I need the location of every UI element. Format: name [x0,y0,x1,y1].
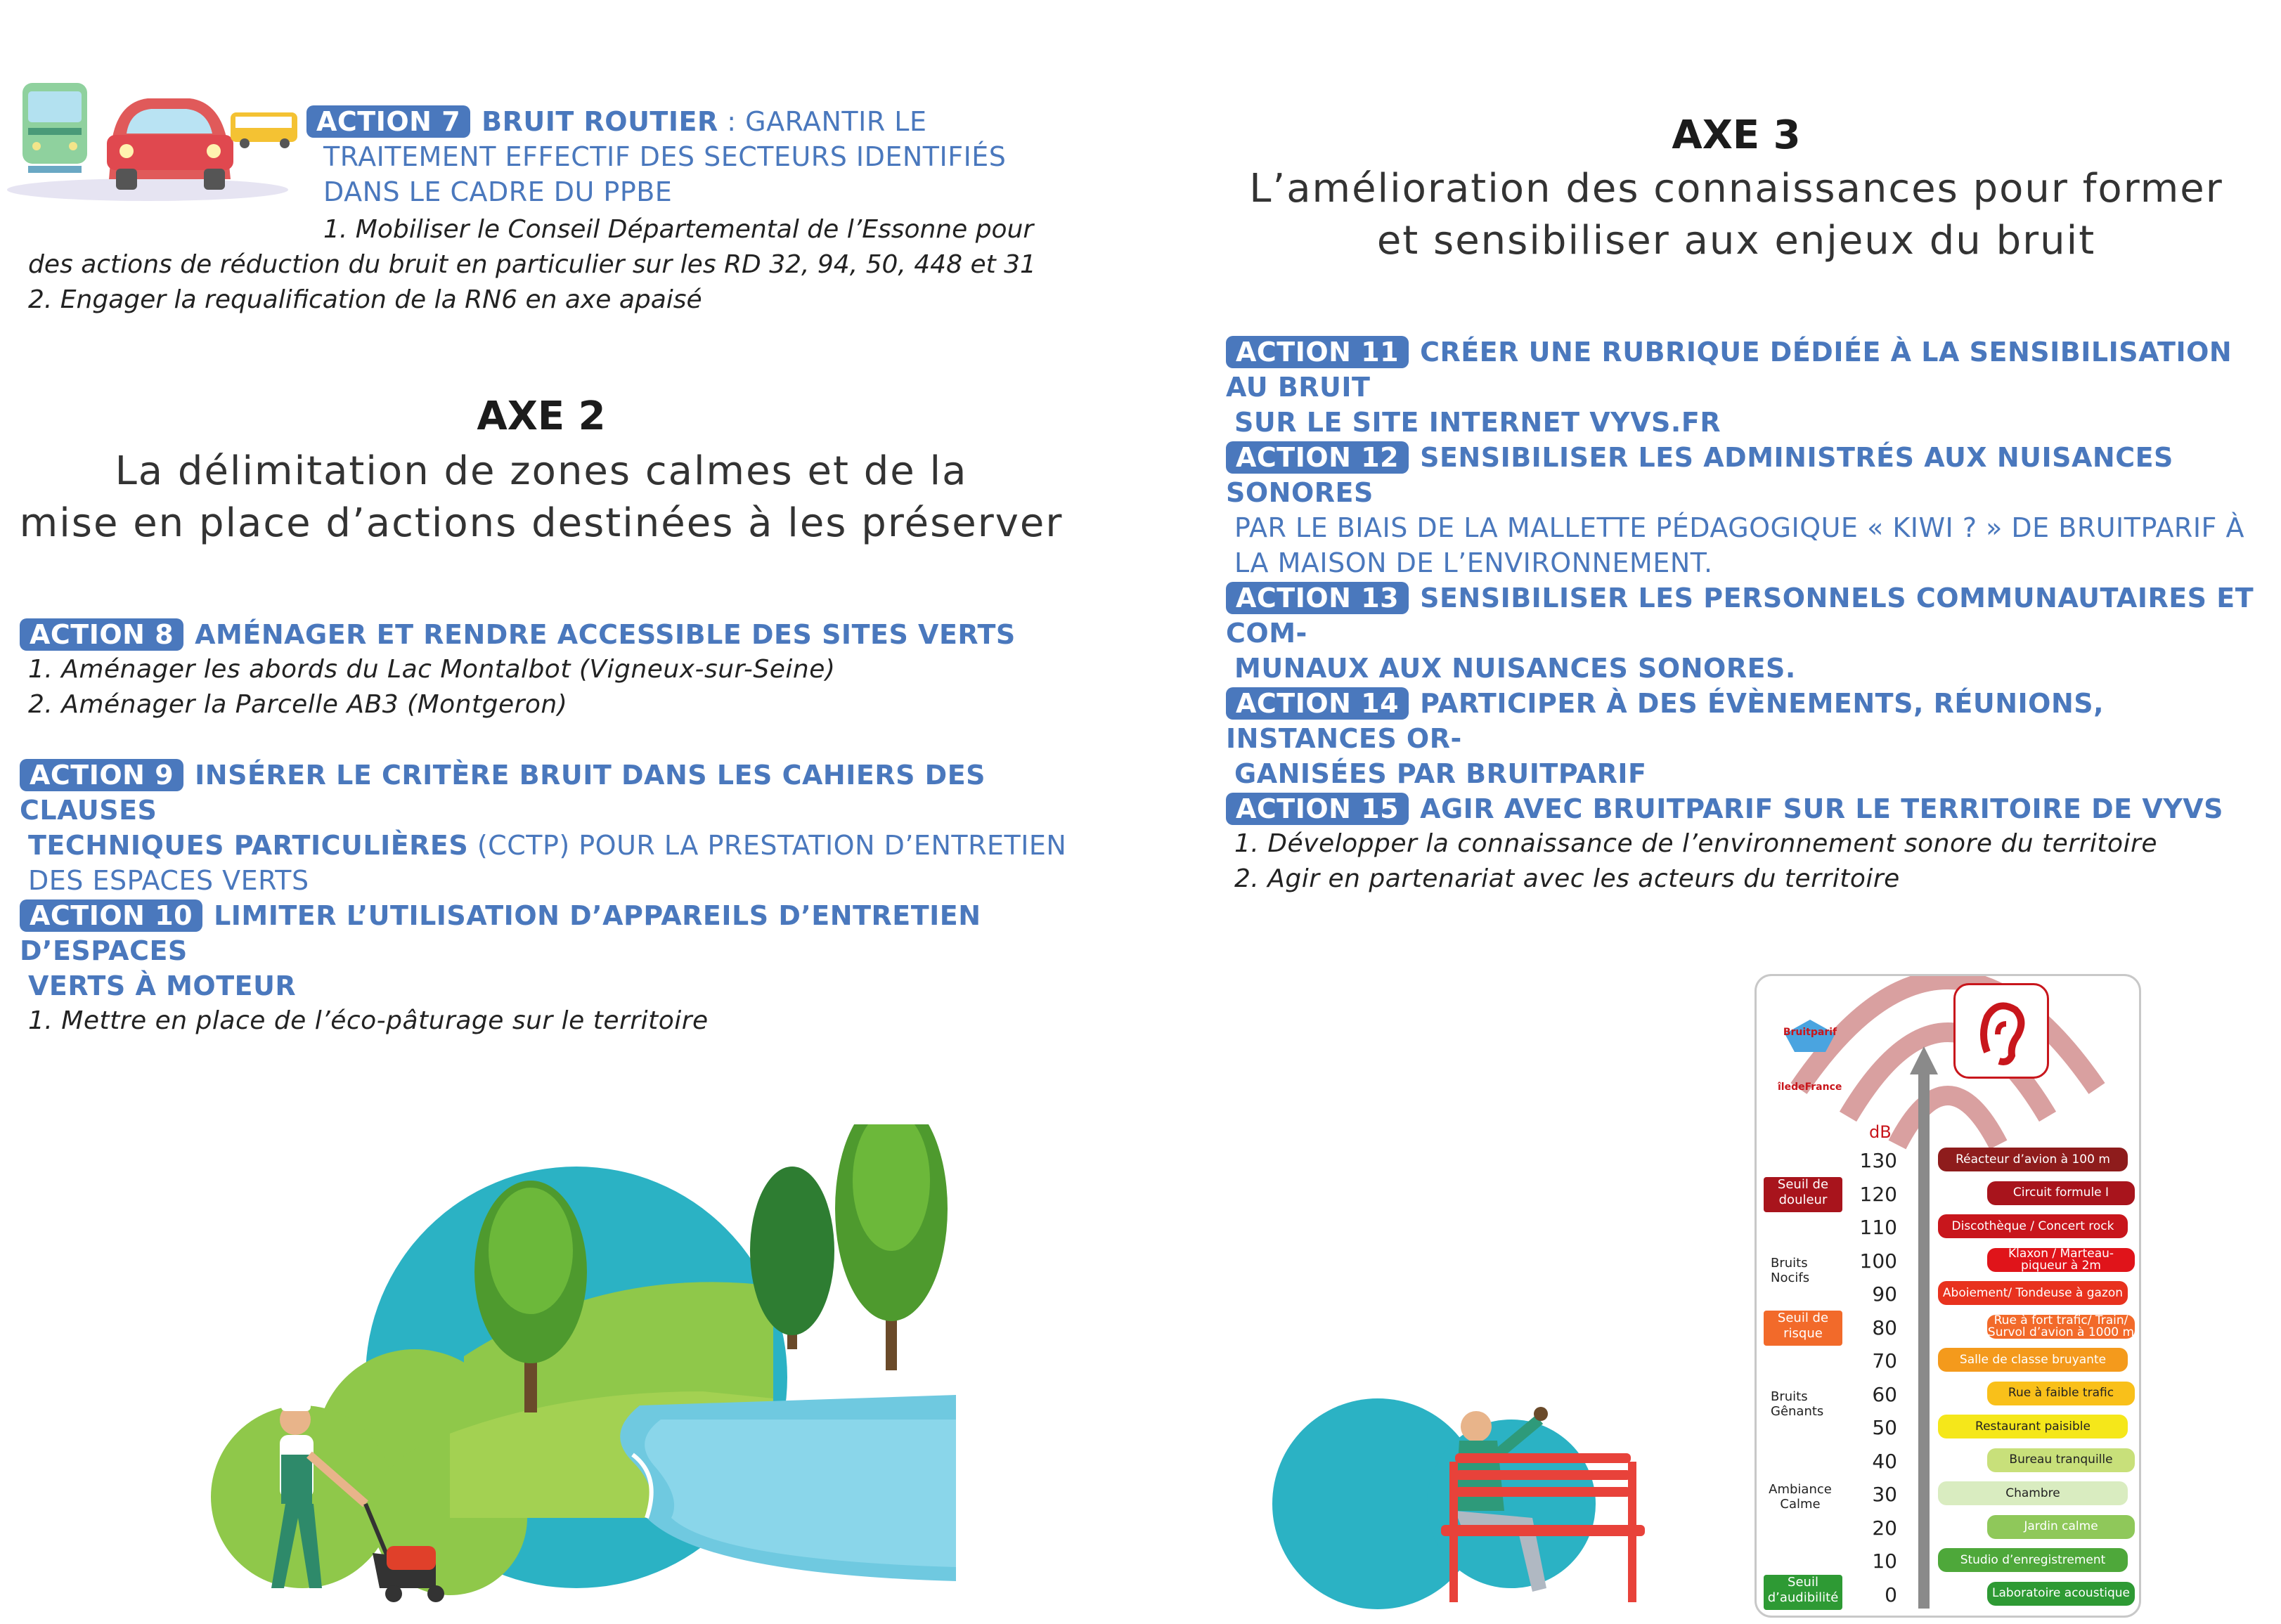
label-annoying: Bruits Gênants [1771,1389,1824,1419]
scale-arrow [1910,1046,1938,1609]
noise-bar: Salle de classe bruyante [1938,1348,2128,1372]
db-level: 120 [1859,1182,1897,1206]
db-level: 40 [1872,1449,1897,1473]
action9-title2: TECHNIQUES PARTICULIÈRES [28,830,469,861]
action7-title: BRUIT ROUTIER [482,106,718,137]
unit-label: dB [1869,1122,1892,1142]
noise-bar: Discothèque / Concert rock [1938,1214,2128,1238]
action15-title: AGIR AVEC BRUITPARIF SUR LE TERRITOIRE DE VYVS [1420,793,2224,824]
label-pain-text: Seuil de douleur [1777,1177,1829,1207]
region-logo: îledeFrance [1778,1081,1842,1093]
db-level: 100 [1859,1249,1897,1273]
action13-title1: SENSIBILISER LES PERSONNELS COMMUNAUTAIRES ET COM- [1226,583,2254,649]
label-risk [1764,1311,1842,1346]
action8-item2: 2. Aménager la Parcelle AB3 (Montgeron) [28,690,568,719]
action14-badge: ACTION 14 [1226,687,1409,720]
db-level: 10 [1872,1550,1897,1573]
action11-title2: SUR LE SITE INTERNET VYVS.FR [1234,407,1721,438]
action7-item1b: des actions de réduction du bruit en particulier sur les RD 32, 94, 50, 448 et 31 [28,250,1036,279]
ear-icon [1953,983,2049,1079]
noise-bar: Laboratoire acoustique [1987,1582,2135,1606]
action10-badge: ACTION 10 [20,899,202,932]
noise-bar: Chambre [1938,1481,2128,1505]
label-harmful: Bruits Nocifs [1771,1256,1810,1285]
action15-badge: ACTION 15 [1226,793,1409,825]
noise-bar: Aboiement/ Tondeuse à gazon [1938,1281,2128,1305]
action12-block [1226,440,2273,580]
action7-item2: 2. Engager la requalification de la RN6 en axe apaisé [28,285,702,314]
db-level: 20 [1872,1516,1897,1540]
db-level: 50 [1872,1416,1897,1439]
action12-line3: LA MAISON DE L’ENVIRONNEMENT. [1234,547,1713,578]
action13-block [1226,580,2273,686]
action7-title-rest: : GARANTIR LE [718,106,927,137]
action7-item1a: 1. Mobiliser le Conseil Départemental de l’Essonne pour [323,215,1034,244]
noise-scale-panel [1755,974,2141,1618]
axe3-title: AXE 3 [1672,112,1801,158]
action11-title1: CRÉER UNE RUBRIQUE DÉDIÉE À LA SENSIBILISATION AU BRUIT [1226,337,2232,403]
db-level: 90 [1872,1282,1897,1306]
action9-line3: DES ESPACES VERTS [28,865,309,896]
noise-bar: Réacteur d’avion à 100 m [1938,1148,2128,1171]
action14-title2: GANISÉES PAR BRUITPARIF [1234,758,1647,789]
bench-illustration [1265,1370,1673,1616]
action8-badge: ACTION 8 [20,618,183,651]
label-pain [1764,1177,1842,1212]
action8-title: AMÉNAGER ET RENDRE ACCESSIBLE DES SITES VERTS [195,619,1016,650]
action12-badge: ACTION 12 [1226,441,1409,474]
action10-title2: VERTS À MOTEUR [28,970,297,1001]
noise-bar: Jardin calme [1987,1515,2135,1539]
action7-line2: TRAITEMENT EFFECTIF DES SECTEURS IDENTIFIÉS [323,141,1007,172]
db-level: 0 [1885,1583,1897,1606]
bruitparif-logo-text: Bruitparif [1783,1027,1837,1038]
axe3-line1: L’amélioration des connaissances pour former [1249,166,2223,212]
action10-item1: 1. Mettre en place de l’éco-pâturage sur le territoire [28,1006,709,1035]
noise-bar: Rue à faible trafic [1987,1382,2135,1405]
action8-block [20,617,1074,722]
bruitparif-logo [1782,1018,1838,1067]
action11-badge: ACTION 11 [1226,336,1409,368]
action9-title2-rest: (CCTP) POUR LA PRESTATION D’ENTRETIEN [468,830,1067,861]
action8-item1: 1. Aménager les abords du Lac Montalbot (Vigneux-sur-Seine) [28,655,836,684]
db-level: 70 [1872,1349,1897,1372]
noise-bar: Klaxon / Marteau-piqueur à 2m [1987,1248,2135,1272]
noise-bar: Restaurant paisible [1938,1415,2128,1438]
axe2-line2: mise en place d’actions destinées à les préserver [19,500,1064,546]
action15-item1: 1. Développer la connaissance de l’environnement sonore du territoire [1234,829,2157,858]
noise-bar: Circuit formule I [1987,1181,2135,1205]
action12-line2: PAR LE BIAIS DE LA MALLETTE PÉDAGOGIQUE « KIWI ? » DE BRUITPARIF À [1234,512,2244,543]
db-level: 60 [1872,1382,1897,1406]
action14-block [1226,686,2273,791]
action7-block [306,104,1080,209]
transport-illustration [7,70,302,204]
action13-badge: ACTION 13 [1226,582,1409,614]
action13-title2: MUNAUX AUX NUISANCES SONORES. [1234,653,1796,684]
action9-block [20,758,1074,898]
action9-title1: INSÉRER LE CRITÈRE BRUIT DANS LES CAHIERS DES CLAUSES [20,760,986,826]
action7-badge: ACTION 7 [306,105,470,138]
action15-block [1226,791,2273,897]
db-level: 130 [1859,1149,1897,1172]
db-level: 80 [1872,1316,1897,1339]
action10-title1: LIMITER L’UTILISATION D’APPAREILS D’ENTRETIEN D’ESPACES [20,900,981,966]
action12-title1: SENSIBILISER LES ADMINISTRÉS AUX NUISANCES SONORES [1226,442,2173,508]
label-audible-text: Seuil d’audibilité [1767,1575,1839,1605]
db-level: 110 [1859,1216,1897,1239]
action11-block [1226,334,2273,440]
action9-badge: ACTION 9 [20,759,183,791]
label-calm: Ambiance Calme [1769,1482,1832,1512]
noise-bar: Bureau tranquille [1987,1448,2135,1472]
noise-bar: Rue à fort trafic/ Train/ Survol d’avion à 1000 m [1987,1313,2135,1339]
park-illustration [211,1124,984,1616]
axe2-line1: La délimitation de zones calmes et de la [115,448,968,494]
action15-item2: 2. Agir en partenariat avec les acteurs du territoire [1234,864,1900,893]
action14-title1: PARTICIPER À DES ÉVÈNEMENTS, RÉUNIONS, INSTANCES OR- [1226,688,2105,754]
label-audible [1764,1575,1842,1610]
action10-block [20,898,1088,1039]
db-level: 30 [1872,1483,1897,1506]
action7-line3: DANS LE CADRE DU PPBE [323,176,673,207]
label-risk-text: Seuil de risque [1777,1311,1829,1341]
axe3-line2: et sensibiliser aux enjeux du bruit [1376,218,2096,264]
axe2-title: AXE 2 [477,394,606,439]
noise-bar: Studio d’enregistrement [1938,1548,2128,1572]
